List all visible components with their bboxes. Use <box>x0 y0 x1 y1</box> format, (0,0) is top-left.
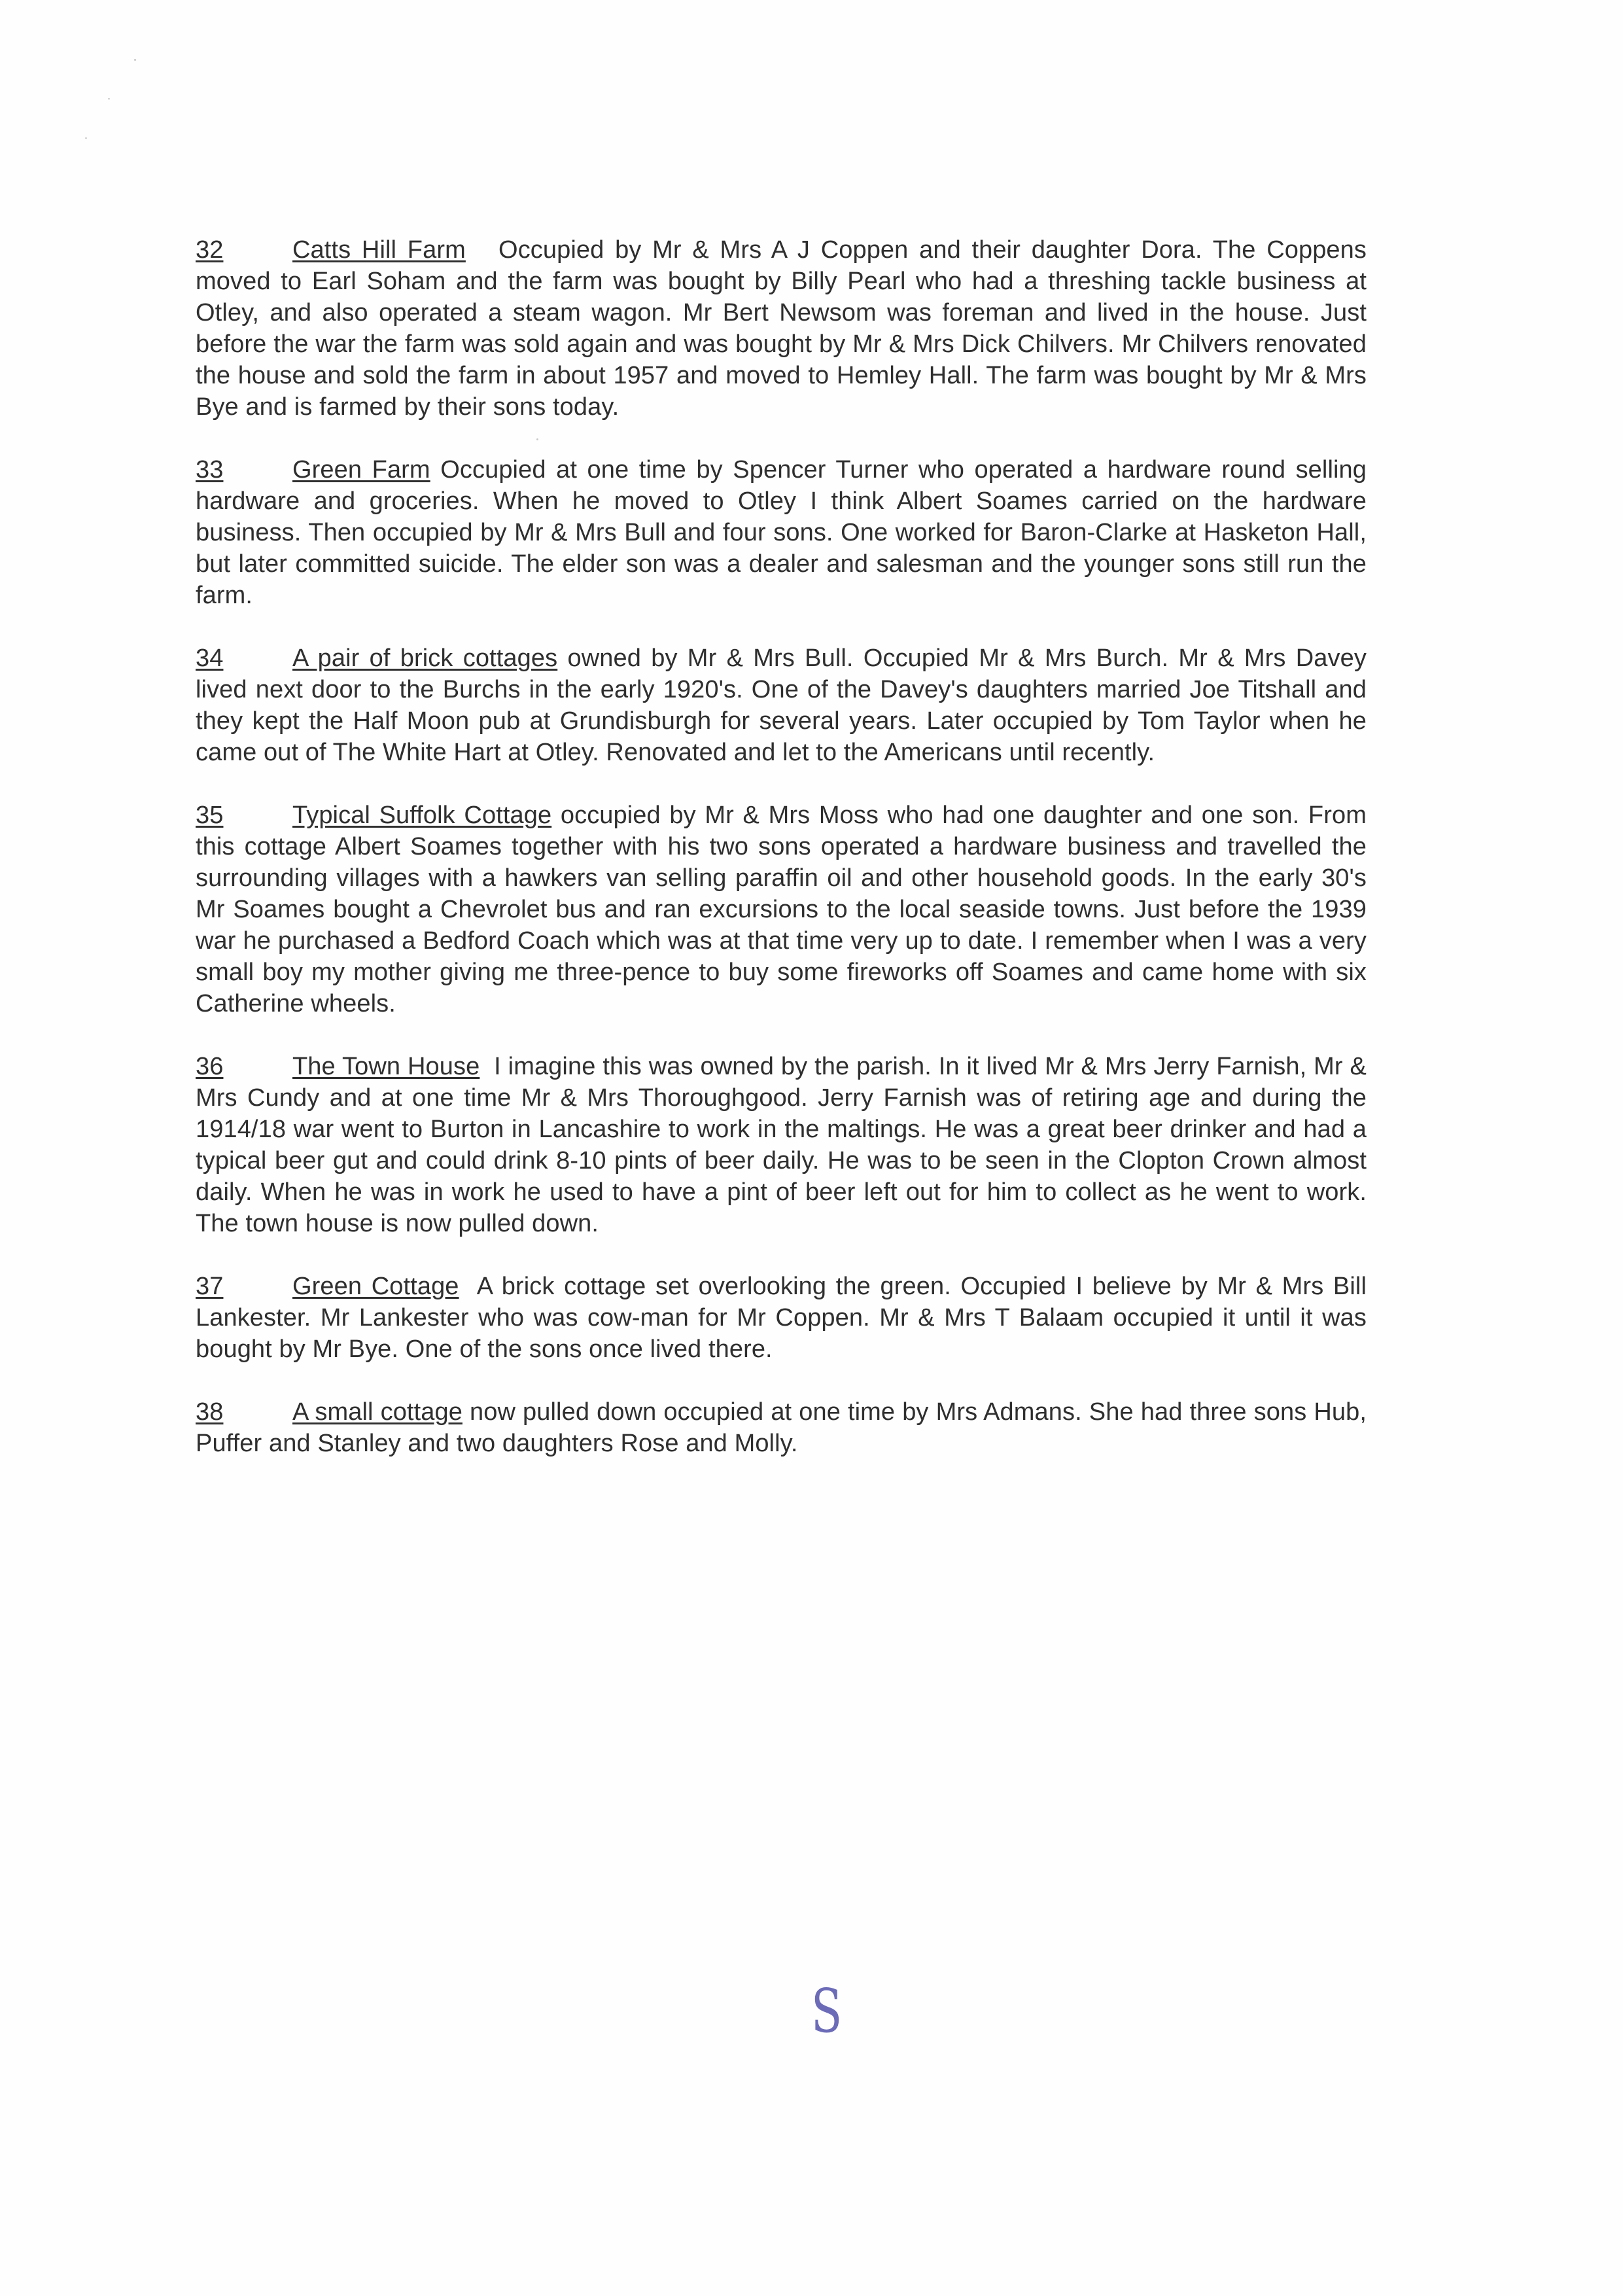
entry-title: Green Cottage <box>292 1273 459 1300</box>
entry-36 <box>196 1051 1367 1239</box>
scan-speck <box>108 98 110 99</box>
entry-text: owned by Mr & Mrs Bull. Occupied Mr & Mrs Burch. Mr & Mrs Davey lived next door to the Burchs in the early 1920's. One of the Davey's daughters married Joe Titshall and they kept the Half Moon pub at Grundisburgh for several years. Later occupied by Tom Taylor when he came out of The White Hart at Otley. Renovated and let to the Americans until recently. <box>196 645 1367 766</box>
entry-title: The Town House <box>292 1053 480 1080</box>
scan-speck <box>134 59 136 61</box>
entry-35 <box>196 800 1367 1019</box>
entry-32 <box>196 234 1367 423</box>
entry-title: A small cottage <box>292 1398 462 1426</box>
entry-text: Occupied by Mr & Mrs A J Coppen and their daughter Dora. The Coppens moved to Earl Soham and the farm was bought by Billy Pearl who had a threshing tackle business at Otley, and also operated a steam wagon. Mr Bert Newsom was foreman and lived in the house. Just before the war the farm was sold again and was bought by Mr & Mrs Dick Chilvers. Mr Chilvers renovated the house and sold the farm in about 1957 and moved to Hemley Hall. The farm was bought by Mr & Mrs Bye and is farmed by their sons today. <box>196 236 1367 421</box>
entry-text: A brick cottage set overlooking the green. Occupied I believe by Mr & Mrs Bill Lankester. Mr Lankester who was cow-man for Mr Coppen. Mr & Mrs T Balaam occupied it until it was bought by Mr Bye. One of the sons once lived there. <box>196 1273 1367 1363</box>
entry-text: Occupied at one time by Spencer Turner who operated a hardware round selling hardware and groceries. When he moved to Otley I think Albert Soames carried on the hardware business. Then occupied by Mr & Mrs Bull and four sons. One worked for Baron-Clarke at Hasketon Hall, but later committed suicide. The elder son was a dealer and salesman and the younger sons still run the farm. <box>196 456 1367 609</box>
entry-38 <box>196 1396 1367 1459</box>
handwritten-page-mark: S <box>811 1976 843 2046</box>
entry-33 <box>196 454 1367 611</box>
entry-number: 36 <box>196 1053 224 1080</box>
entry-number: 34 <box>196 645 224 672</box>
entry-title: Typical Suffolk Cottage <box>292 802 552 829</box>
entry-34 <box>196 643 1367 768</box>
entries-list <box>196 234 1367 1491</box>
entry-number: 33 <box>196 456 224 484</box>
entry-title: Green Farm <box>292 456 430 484</box>
entry-text: occupied by Mr & Mrs Moss who had one daughter and one son. From this cottage Albert Soames together with his two sons operated a hardware business and travelled the surrounding villages with a hawkers van selling paraffin oil and other household goods. In the early 30's Mr Soames bought a Chevrolet bus and ran excursions to the local seaside towns. Just before the 1939 war he purchased a Bedford Coach which was at that time very up to date. I remember when I was a very small boy my mother giving me three-pence to buy some fireworks off Soames and came home with six Catherine wheels. <box>196 802 1367 1017</box>
entry-number: 37 <box>196 1273 224 1300</box>
entry-text: I imagine this was owned by the parish. In it lived Mr & Mrs Jerry Farnish, Mr & Mrs Cundy and at one time Mr & Mrs Thoroughgood. Jerry Farnish was of retiring age and during the 1914/18 war went to Burton in Lancashire to work in the maltings. He was a great beer drinker and had a typical beer gut and could drink 8-10 pints of beer daily. He was to be seen in the Clopton Crown almost daily. When he was in work he used to have a pint of beer left out for him to collect as he went to work. The town house is now pulled down. <box>196 1053 1367 1237</box>
entry-text: now pulled down occupied at one time by Mrs Admans. She had three sons Hub, Puffer and Stanley and two daughters Rose and Molly. <box>196 1398 1367 1457</box>
scan-speck <box>85 137 87 139</box>
entry-number: 32 <box>196 236 224 264</box>
entry-title: A pair of brick cottages <box>292 645 558 672</box>
entry-number: 35 <box>196 802 224 829</box>
entry-number: 38 <box>196 1398 224 1426</box>
entry-title: Catts Hill Farm <box>292 236 466 264</box>
entry-37 <box>196 1271 1367 1365</box>
